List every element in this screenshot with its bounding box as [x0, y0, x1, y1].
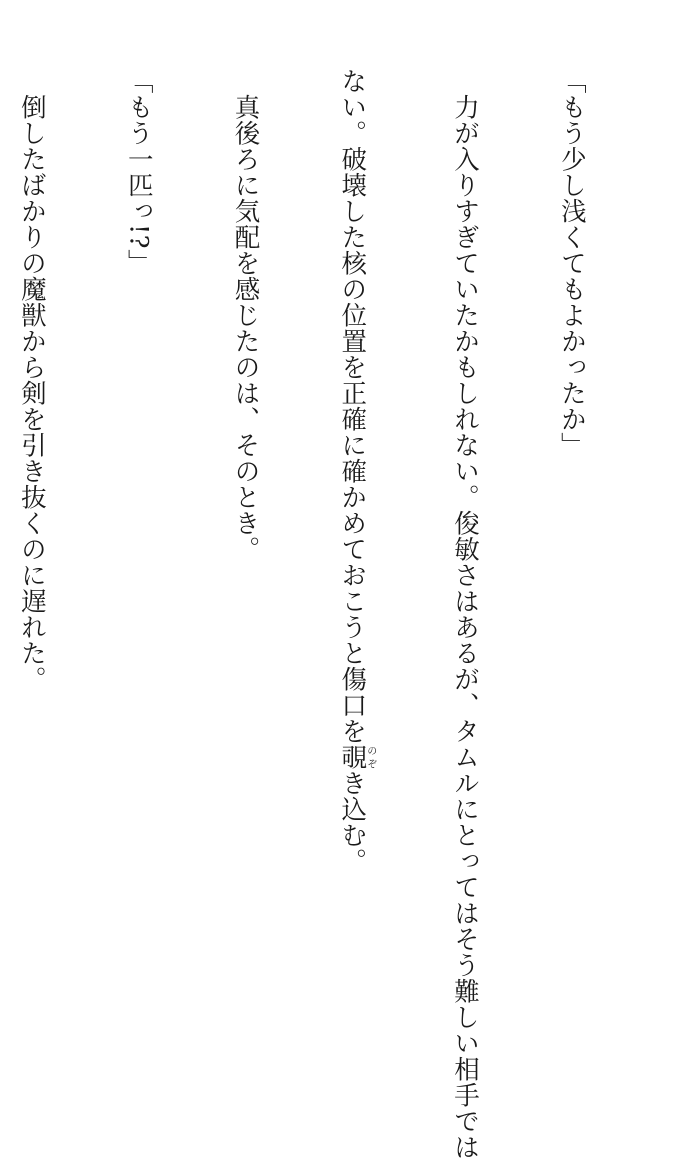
- text-line-3-tail: き込む。: [337, 770, 368, 874]
- text-line-1: 「もう少し浅くてもよかったか」: [556, 68, 587, 458]
- text-line-3-main: ない。破壊した核の位置を正確に確かめておこうと傷口を: [337, 68, 368, 744]
- ruby-nozo: [337, 744, 376, 770]
- text-line-2: 力が入りすぎていたかもしれない。俊敏さはあるが、タムルにとってはそう難しい相手では: [450, 93, 481, 1160]
- text-line-3: [334, 68, 376, 968]
- ruby-reading: のぞ: [364, 744, 376, 770]
- text-line-4: 真後ろに気配を感じたのは、そのとき。: [230, 93, 261, 562]
- text-line-5: 「もう一匹っ!?」: [123, 68, 154, 275]
- ruby-base: 覗: [337, 744, 368, 770]
- vertical-text-block: [0, 68, 660, 1160]
- text-line-6: 倒したばかりの魔獣から剣を引き抜くのに遅れた。: [16, 93, 47, 692]
